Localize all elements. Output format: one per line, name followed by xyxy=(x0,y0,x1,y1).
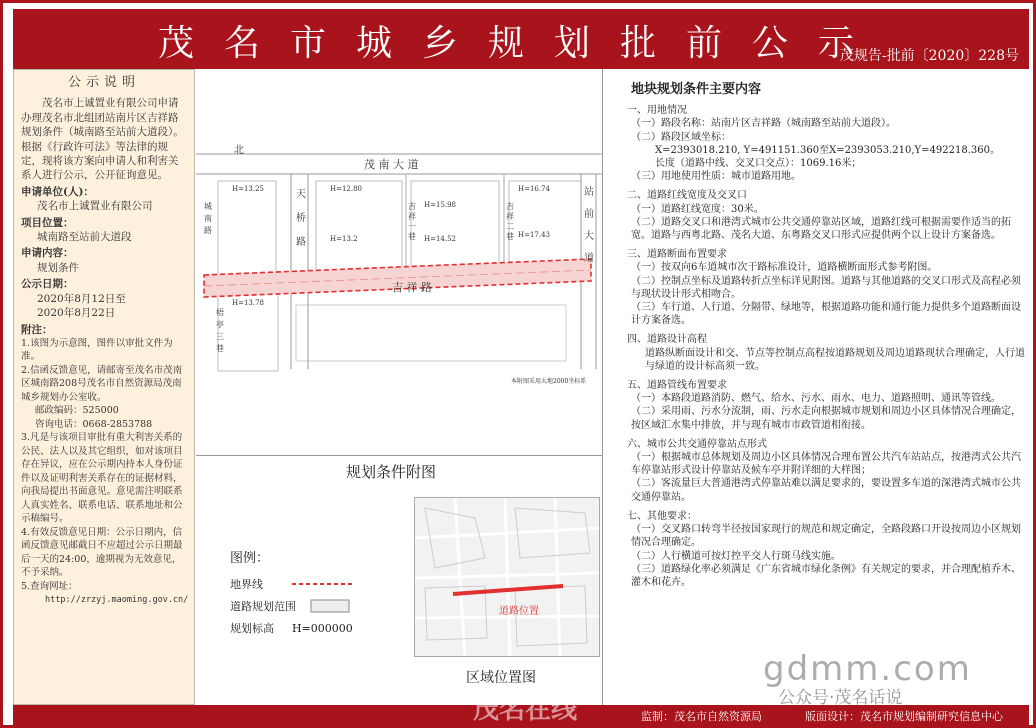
block-outline xyxy=(218,181,276,277)
phone-row xyxy=(21,418,187,432)
location-map-title: 区域位置图 xyxy=(466,670,536,686)
section-title: 五、道路管线布置要求 xyxy=(627,380,727,392)
road-label-tianqiao-2: 桥 xyxy=(296,213,306,224)
section-item: （一）道路红线宽度：30米。 xyxy=(631,203,764,215)
drawing-area xyxy=(196,69,603,705)
note-1: 1.该图为示意图，图件以审批文件为准。 xyxy=(21,337,173,363)
elevation-label: H=14.52 xyxy=(424,235,457,243)
road-label-chengnan-2: 南 xyxy=(204,214,212,223)
legend-elevation-label: 规划标高 xyxy=(230,622,274,635)
legend-title: 图例： xyxy=(230,551,270,566)
road-label-jixiang2-3: 二 xyxy=(506,222,514,231)
road-label-jixiang2-4: 巷 xyxy=(506,232,514,241)
boundary-line-swatch xyxy=(292,579,352,589)
coordinate-system-note: 本附图采用大地2000坐标系 xyxy=(511,378,587,385)
section-item: （二）客流量巨大普通港湾式停靠站难以满足要求的，要设置多车道的深港湾式城市公共交通停靠站。 xyxy=(631,478,1021,503)
road-label-chengnan-1: 城 xyxy=(204,202,212,211)
legend-row-elevation xyxy=(230,618,353,638)
section-item: （一）按双向6车道城市次干路标准设计，道路横断面形式参考附图。 xyxy=(631,262,938,274)
content-label: 申请内容： xyxy=(21,247,74,260)
road-label-jixiang: 吉 祥 路 xyxy=(392,281,432,294)
section-title: 六、城市公共交通停靠站点形式 xyxy=(627,438,767,450)
road-label-jixiang2-2: 祥 xyxy=(506,212,514,221)
period-label: 公示日期： xyxy=(21,278,74,291)
period-end: 2020年8月22日 xyxy=(37,307,116,320)
content-value: 规划条件 xyxy=(37,261,79,274)
account-watermark: 公众号·茂名话说 xyxy=(778,688,903,708)
road-label-jixiang1-2: 祥 xyxy=(408,212,416,221)
road-label-jixiang1-1: 吉 xyxy=(408,202,416,211)
section-item: （三）道路绿化率必须满足《广东省城市绿化条例》有关规定的要求，并合理配植乔木、灌木和花卉。 xyxy=(631,563,1021,588)
section-4 xyxy=(621,333,1027,373)
section-title: 四、道路设计高程 xyxy=(627,334,707,346)
attachment-title: 规划条件附图 xyxy=(346,463,437,481)
header-banner xyxy=(13,9,1029,69)
road-label-tinghe-1: 梧 xyxy=(216,308,224,317)
query-url-link[interactable]: http://zrzyj.maoming.gov.cn/ xyxy=(45,595,189,606)
supervisor-credit: 监制：茂名市自然资源局 xyxy=(641,710,762,723)
document-number: 茂规告-批前〔2020〕228号 xyxy=(839,48,1019,64)
road-label-tinghe-3: 三 xyxy=(216,332,224,341)
notice-heading: 公示说明 xyxy=(67,75,140,90)
section-item: （三）车行道、人行道、分隔带、绿地等，根据道路功能和通行能力提供多个道路断面设计方案备选。 xyxy=(631,302,1021,327)
designer-credit: 版面设计：茂名市规划编制研究信息中心 xyxy=(805,710,1003,723)
section-2 xyxy=(621,189,1027,242)
note-5: 5.查询网址： xyxy=(21,580,78,592)
notice-intro: 茂名市上诚置业有限公司申请办理茂名市北组团站南片区吉祥路规划条件（城南路至站前大道段）。根据《行政许可法》等法律的规定，现将该方案向申请人和利害关系人进行公示，公开征询意见。 xyxy=(21,97,184,182)
section-6 xyxy=(621,438,1027,504)
road-label-tinghe-2: 亭 xyxy=(216,320,224,329)
section-item: 道路纵断面设计和交、节点等控制点高程按道路规划及周边道路现状合理确定，人行道与绿道的设计标高须一致。 xyxy=(645,347,1025,372)
project-label: 项目位置： xyxy=(21,216,74,229)
period-start: 2020年8月12日至 xyxy=(37,292,126,305)
road-label-maonan: 茂 南 大 道 xyxy=(364,158,419,171)
section-5 xyxy=(621,379,1027,432)
block-outline xyxy=(509,181,581,273)
section-item: （二）人行横道可按灯控平交人行斑马线实施。 xyxy=(631,550,841,562)
section-item: X=2393018.210, Y=491151.360至X=2393053.210,Y=492218.360。 xyxy=(655,144,1000,156)
road-label-zhanqian-3: 大 xyxy=(584,231,594,242)
road-range-swatch xyxy=(310,599,350,613)
legend-road-label: 道路规划范围 xyxy=(230,600,296,613)
section-item: （一）交叉路口转弯半径按国家现行的规范和规定确定，全路段路口开设按周边小区规划情况合理确定。 xyxy=(631,524,1021,549)
block-outline xyxy=(316,181,402,273)
legend-row-boundary xyxy=(230,574,353,594)
legend-boundary-label: 地界线 xyxy=(230,578,263,591)
legend-row-road xyxy=(230,596,353,616)
page-title: 茂名市城乡规划批前公示 xyxy=(157,23,884,64)
section-title: 三、道路断面布置要求 xyxy=(627,249,727,261)
elevation-label: H=16.74 xyxy=(518,185,551,193)
site-plan-svg xyxy=(196,69,602,456)
section-item: （二）道路交叉口和港湾式城市公共交通停靠站区域，道路红线可根据需要作适当的拓宽。道路与西粤北路、茂名大道、东粤路交叉口形式应提供两个以上设计方案备选。 xyxy=(631,216,1011,242)
conditions-panel xyxy=(607,83,1027,703)
north-label: 北 xyxy=(234,145,244,156)
section-item: （二）采用雨、污水分流制，雨、污水走向根据城市规划和周边小区具体情况合理确定，按区域汇水集中排放，并与现有城市市政管道相衔接。 xyxy=(631,406,1021,431)
legend-elevation-sample: H=000000 xyxy=(292,621,353,635)
section-item: （二）控制点坐标及道路转折点坐标详见附图。道路与其他道路的交叉口形式及高程必须与现状设计形式相吻合。 xyxy=(631,275,1021,300)
block-outline xyxy=(411,181,499,273)
section-3 xyxy=(621,248,1027,327)
zip-label: 邮政编码： xyxy=(35,405,83,417)
section-7 xyxy=(621,510,1027,589)
elevation-label: H=12.80 xyxy=(330,185,363,193)
elevation-label: H=13.25 xyxy=(232,185,265,193)
zip-value: 525000 xyxy=(82,405,119,417)
brand-watermark: 茂名在线 xyxy=(473,695,578,725)
note-2: 2.信函反馈意见，请邮寄至茂名市茂南区城南路208号茂名市自然资源局茂南城乡规划办公室收。 xyxy=(21,364,183,403)
road-label-zhanqian-2: 前 xyxy=(584,209,594,220)
site-plan-map xyxy=(196,69,602,456)
phone-value: 0668-2853788 xyxy=(82,418,153,430)
section-item: （一）本路段道路消防、燃气、给水、污水、雨水、电力、道路照明、通讯等管线。 xyxy=(631,393,1001,405)
applicant-value: 茂名市上诚置业有限公司 xyxy=(37,200,153,213)
road-label-jixiang1-4: 巷 xyxy=(408,232,416,241)
section-item: （二）路段区域坐标： xyxy=(631,131,731,143)
applicant-label: 申请单位(人)： xyxy=(21,185,94,198)
section-1 xyxy=(621,104,1027,183)
road-label-zhanqian-1: 站 xyxy=(584,187,594,198)
legend xyxy=(230,547,353,640)
attachment-area xyxy=(196,457,602,705)
road-label-jixiang2-1: 吉 xyxy=(506,202,514,211)
location-map xyxy=(414,497,600,657)
road-label-tianqiao-1: 天 xyxy=(296,189,306,200)
road-location-label: 道路位置 xyxy=(499,606,539,617)
section-item: （三）用地使用性质：城市道路用地。 xyxy=(631,171,801,183)
site-watermark: gdmm.com xyxy=(763,649,972,689)
elevation-label: H=15.98 xyxy=(424,201,457,209)
location-map-svg xyxy=(415,498,600,657)
block-outline xyxy=(296,305,566,361)
elevation-label: H=13.78 xyxy=(232,299,265,307)
section-title: 一、用地情况 xyxy=(627,105,687,117)
phone-label: 咨询电话： xyxy=(35,418,83,430)
project-value: 城南路至站前大道段 xyxy=(37,231,132,244)
conditions-heading: 地块规划条件主要内容 xyxy=(631,82,762,97)
notes-label: 附注： xyxy=(21,323,53,336)
section-item: （一）根据城市总体规划及周边小区具体情况合理布置公共汽车站站点，按港湾式公共汽车停靠站形式设计停靠站及候车亭并附详细的大样图； xyxy=(631,452,1021,477)
zip-row xyxy=(21,404,187,418)
note-3: 3.凡是与该项目审批有重大利害关系的公民、法人以及其它组织，如对该项目存在异议，应在公示期内持本人身份证件以及证明利害关系存在的证据材料，向我局提出书面意见。意见需注明联系人真实姓名、联系电话、联系地址和公示稿编号。 xyxy=(21,432,183,525)
road-label-tianqiao-3: 路 xyxy=(296,237,306,248)
elevation-label: H=17.43 xyxy=(518,231,551,239)
road-label-zhanqian-4: 道 xyxy=(584,253,594,264)
section-title: 七、其他要求： xyxy=(627,510,697,522)
section-title: 二、道路红线宽度及交叉口 xyxy=(627,190,747,202)
road-label-chengnan-3: 路 xyxy=(204,226,212,235)
road-label-jixiang1-3: 一 xyxy=(408,222,416,231)
notice-panel xyxy=(13,69,195,705)
section-item: （一）路段名称：站南片区吉祥路（城南路至站前大道段）。 xyxy=(631,118,896,130)
elevation-label: H=13.2 xyxy=(330,235,358,243)
road-label-tinghe-4: 巷 xyxy=(216,344,224,353)
section-item: 长度（道路中线、交叉口交点）：1069.16米； xyxy=(655,158,862,170)
note-4: 4.有效反馈意见日期：公示日期内，信函反馈意见邮截日不应超过公示日期最后一天的24:00，逾期视为无效意见，不予采纳。 xyxy=(21,526,183,579)
